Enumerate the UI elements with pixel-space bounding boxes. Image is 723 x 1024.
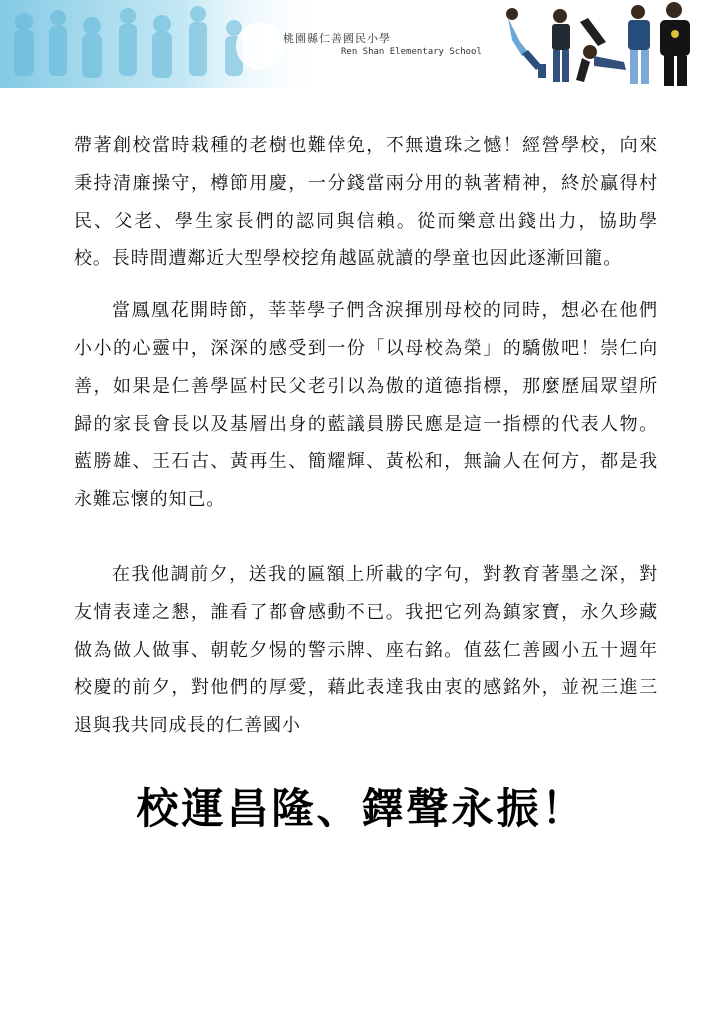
- school-name-english: Ren Shan Elementary School: [341, 47, 482, 57]
- closing-slogan: 校運昌隆、鐸聲永振！: [136, 784, 587, 833]
- school-name: 桃園縣仁善國民小學: [283, 32, 391, 45]
- article-body: [74, 127, 658, 745]
- paragraph-2: 當鳳凰花開時節，莘莘學子們含淚揮別母校的同時，想必在他們小小的心靈中，深深的感受到一份「以母校為榮」的驕傲吧！崇仁向善，如果是仁善學區村民父老引以為傲的道德指標，那麼歷屆眾望所歸的家長會長以及基層出身的藍議員勝民應是這一指標的代表人物。藍勝雄、王石古、黃再生、簡耀輝、黃松和，無論人在何方，都是我永難忘懷的知己。: [74, 300, 658, 511]
- paragraph-gap: [74, 278, 658, 292]
- paragraph-1: 帶著創校當時栽種的老樹也難倖免，不無遺珠之憾！經營學校，向來秉持清廉操守，樽節用慶，一分錢當兩分用的執著精神，終於贏得村民、父老、學生家長們的認同與信賴。從而樂意出錢出力，協助學校。長時間遭鄰近大型學校挖角越區就讀的學童也因此逐漸回籠。: [74, 135, 658, 270]
- students-breakdance-photo-icon: [498, 0, 710, 88]
- page-header: [0, 0, 723, 88]
- paragraph-gap: [74, 519, 658, 556]
- paragraph-3: 在我他調前夕，送我的匾額上所載的字句，對教育著墨之深，對友情表達之懇，誰看了都會感動不已。我把它列為鎮家寶，永久珍藏做為做人做事、朝乾夕惕的警示牌、座右銘。值茲仁善國小五十週年校慶的前夕，對他們的厚愛，藉此表達我由衷的感銘外，並祝三進三退與我共同成長的仁善國小: [74, 563, 658, 737]
